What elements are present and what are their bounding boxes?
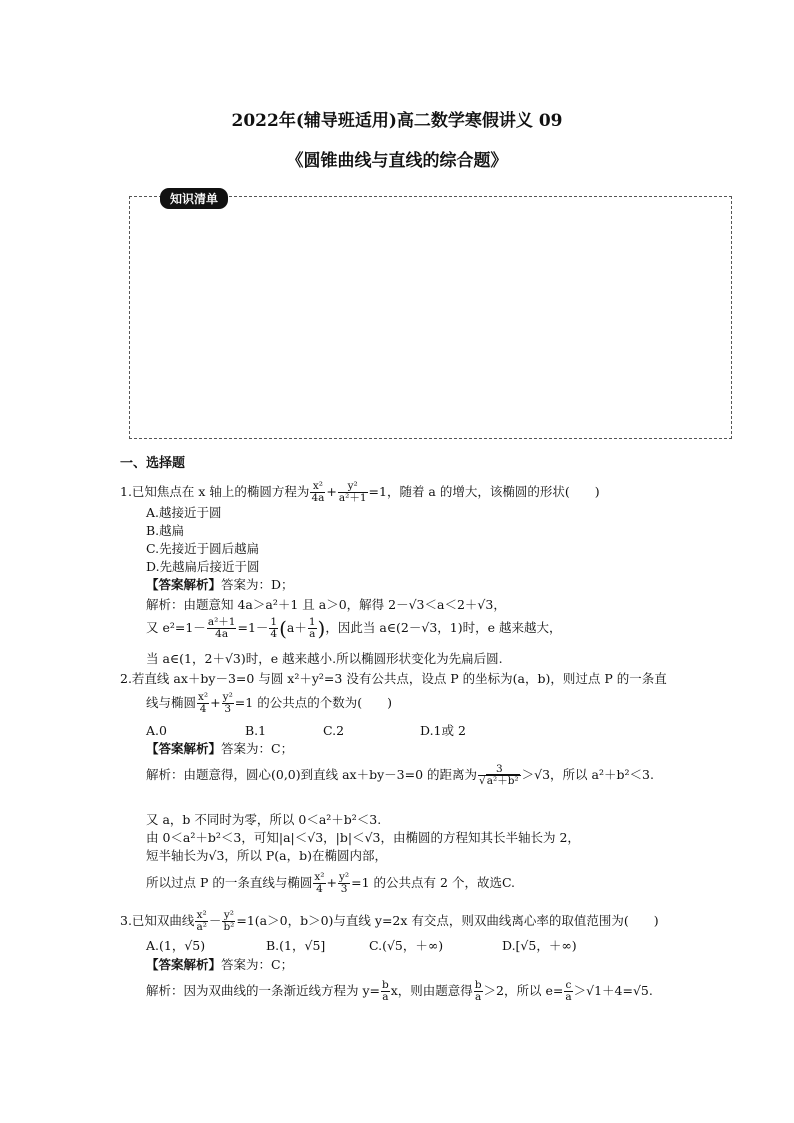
page-subtitle: 《圆锥曲线与直线的综合题》 (286, 151, 508, 171)
q3-answer: 【答案解析】答案为：C； (146, 957, 294, 972)
q1-option-b: B.越扁 (146, 523, 185, 538)
q2-solution-3: 由 0＜a²＋b²＜3，可知|a|＜√3，|b|＜√3，由椭圆的方程知其长半轴长为 2， (146, 830, 580, 845)
q2-stem-2: 线与椭圆 $\frac{\text{x²}}{4}$ + $\frac{\text{y²}}{3}$ =1 的公共点的个数为( ) (146, 691, 392, 715)
q2-stem-1: 2.若直线 ax＋by－3=0 与圆 x²＋y²=3 没有公共点，设点 P 的坐标为(a，b)，则过点 P 的一条直 (120, 671, 667, 686)
q3-stem: 3.已知双曲线 $\frac{\text{x²}}{\text{a²}}$ － $\frac{\text{y²}}{\text{b²}}$ =1(a＞0，b＞0)与直线 y=2x 有交点，则双曲线离心率的取值范围为( ) (120, 909, 659, 933)
q3-option-a: A.(1，√5) (146, 938, 206, 953)
q2-option-d: D.1或 2 (420, 723, 466, 738)
q1-option-d: D.先越扁后接近于圆 (146, 559, 260, 574)
q2-solution-2: 又 a，b 不同时为零，所以 0＜a²＋b²＜3. (146, 812, 382, 827)
q2-solution-5: 所以过点 P 的一条直线与椭圆 $\frac{\text{x²}}{4}$ + $\frac{\text{y²}}{3}$ =1 的公共点有 2 个，故选C. (146, 871, 516, 895)
q2-answer: 【答案解析】答案为：C； (146, 741, 294, 756)
q2-option-c: C.2 (323, 723, 345, 738)
section-heading: 一、选择题 (120, 456, 186, 471)
q3-solution: 解析：因为双曲线的一条渐近线方程为 y= $\frac{b}{a}$ x，则由题意得 $\frac{b}{a}$ ＞2，所以 e= $\frac{c}{a}$ ＞√1＋4=√5. (146, 979, 653, 1003)
q2-solution-1: 解析：由题意得，圆心(0,0)到直线 ax＋by－3=0 的距离为 $\frac{3}{\text{√a²＋b²}}$ ＞√3，所以 a²＋b²＜3. (146, 763, 654, 787)
q1-answer: 【答案解析】答案为：D； (146, 577, 294, 592)
page-title: 2022年(辅导班适用)高二数学寒假讲义 09 (231, 111, 563, 131)
q1-option-a: A.越接近于圆 (146, 505, 222, 520)
q1-solution-3: 当 a∈(1，2＋√3)时，e 越来越小.所以椭圆形状变化为先扁后圆. (146, 651, 503, 666)
knowledge-box (129, 196, 732, 439)
q1-stem: 1.已知焦点在 x 轴上的椭圆方程为 $\frac{\text{x²}}{4a}$ + $\frac{\text{y²}}{\text{a²＋1}}$ =1，随着 a 的增大，该椭圆的形状( ) (120, 480, 600, 504)
q2-solution-4: 短半轴长为√3，所以 P(a，b)在椭圆内部， (146, 848, 388, 863)
q2-option-b: B.1 (245, 723, 267, 738)
q1-option-c: C.先接近于圆后越扁 (146, 541, 260, 556)
q3-option-c: C.(√5，＋∞) (369, 938, 444, 953)
q1-solution-2: 又 e²=1－ $\frac{\text{a²＋1}}{4a}$ =1－ $\frac{1}{4}$ (a＋ $\frac{1}{a}$ )，因此当 a∈(2－√3，1)时，e 越来越大， (146, 616, 562, 641)
knowledge-badge: 知识清单 (160, 188, 228, 209)
q1-solution-1: 解析：由题意知 4a＞a²＋1 且 a＞0，解得 2－√3＜a＜2＋√3， (146, 597, 506, 612)
q2-option-a: A.0 (146, 723, 167, 738)
q3-option-d: D.[√5，＋∞) (502, 938, 577, 953)
q3-option-b: B.(1，√5] (266, 938, 326, 953)
